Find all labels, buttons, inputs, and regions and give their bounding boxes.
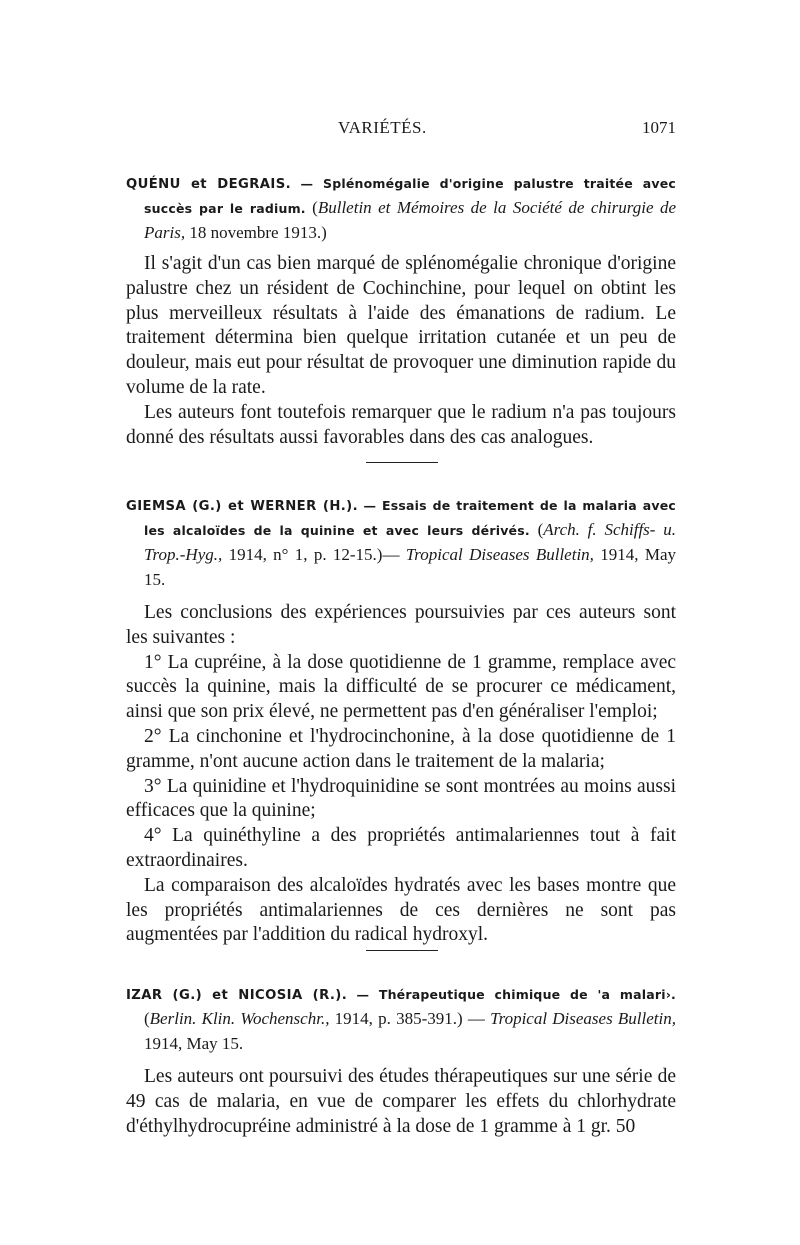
entry-citation-journal: Arch. f. Schiffs- u. Trop.-Hyg.,: [144, 520, 676, 564]
running-head: [126, 118, 676, 142]
entry-giemsa-werner: [126, 494, 676, 948]
entry-authors: GIEMSA (G.) et WERNER (H.).: [126, 499, 359, 514]
entry-citation-bulletin: Tropical Diseases Bulletin,: [484, 1009, 676, 1028]
entry-title: — Splénomégalie d'origine palustre traitée avec succès par le radium.: [144, 176, 676, 216]
entry-heading: GIEMSA (G.) et WERNER (H.). — Essais de traitement de la malaria avec les alcaloïdes de la quinine et avec leurs dérivés. (Arch. f. Schiffs- u. Trop.-Hyg., 1914, n° 1, p. 12-15.)— Tropical Diseases Bulletin, 1914, May 15.: [126, 498, 676, 589]
entry-citation-issue: 1914, n° 1, p. 12-15.)—: [222, 545, 400, 564]
entry-body: [126, 1065, 676, 1139]
page-number: 1071: [642, 118, 676, 137]
list-item: 3° La quinidine et l'hydroquinidine se sont montrées au moins aussi efficaces que la quinine;: [126, 775, 676, 822]
entry-authors: IZAR (G.) et NICOSIA (R.).: [126, 988, 348, 1003]
document-page: [126, 0, 676, 1245]
entry-heading: QUÉNU et DEGRAIS. — Splénomégalie d'origine palustre traitée avec succès par le radium. (Bulletin et Mémoires de la Société de chirurgie de Paris, 18 novembre 1913.): [126, 176, 676, 242]
running-title: VARIÉTÉS.: [338, 118, 427, 137]
entry-citation-date: 1914, May 15.: [144, 1034, 244, 1053]
list-item: 2° La cinchonine et l'hydrocinchonine, à la dose quotidienne de 1 gramme, n'ont aucune action dans le traitement de la malaria;: [126, 725, 676, 772]
entry-citation-issue: 1914, p. 385-391.) —: [329, 1009, 485, 1028]
entry-title: — Thérapeutique chimique de 'a malari›.: [356, 987, 676, 1002]
entry-body: [126, 601, 676, 948]
list-item: 4° La quinéthyline a des propriétés antimalariennes tout à fait extraordinaires.: [126, 825, 676, 871]
entry-citation-journal: Bulletin et Mémoires de la Société de chirurgie de Paris,: [144, 198, 676, 242]
entry-citation-date: 1914, May 15.: [144, 545, 676, 589]
paragraph: Les conclusions des expériences poursuivies par ces auteurs sont les suivantes :: [126, 602, 676, 648]
entry-body: [126, 252, 676, 450]
entry-heading: IZAR (G.) et NICOSIA (R.). — Thérapeutique chimique de 'a malari›. (Berlin. Klin. Wochenschr., 1914, p. 385-391.) — Tropical Diseases Bulletin, 1914, May 15.: [126, 987, 676, 1053]
entry-citation-journal: Berlin. Klin. Wochenschr.,: [149, 1009, 330, 1028]
list-item: 1° La cupréine, à la dose quotidienne de 1 gramme, remplace avec succès la quinine, mais la difficulté de se procurer ce médicament, ainsi que son prix élevé, ne permettent pas d'en généraliser l'emploi;: [126, 651, 676, 723]
entry-authors: QUÉNU et DEGRAIS.: [126, 177, 292, 192]
paragraph: Les auteurs font toutefois remarquer que le radium n'a pas toujours donné des résultats aussi favorables dans des cas analogues.: [126, 401, 676, 448]
entry-citation-bulletin: Tropical Diseases Bulletin,: [399, 545, 594, 564]
entry-quenu-degrais: [126, 172, 676, 450]
entry-izar-nicosia: [126, 983, 676, 1139]
section-divider: [366, 950, 438, 951]
paragraph: La comparaison des alcaloïdes hydratés avec les bases montre que les propriétés antimalariennes de ces dernières ne sont pas augmentées par l'addition du radical hydroxyl.: [126, 874, 676, 946]
paragraph: Les auteurs ont poursuivi des études thérapeutiques sur une série de 49 cas de malaria, en vue de comparer les effets du chlorhydrate d'éthylhydrocupréine administré à la dose de 1 gramme à 1 gr. 50: [126, 1066, 676, 1137]
paragraph: Il s'agit d'un cas bien marqué de splénomégalie chronique d'origine palustre chez un résident de Cochinchine, pour lequel on obtint les plus merveilleux résultats à l'aide des émanations de radium. Le traitement détermina bien quelque irritation cutanée et un peu de douleur, mais eut pour résultat de provoquer une diminution rapide du volume de la rate.: [126, 253, 676, 398]
section-divider: [366, 462, 438, 463]
entry-citation-date: 18 novembre 1913.): [185, 223, 327, 242]
entry-title: — Essais de traitement de la malaria avec les alcaloïdes de la quinine et avec leurs dérivés.: [144, 498, 676, 538]
